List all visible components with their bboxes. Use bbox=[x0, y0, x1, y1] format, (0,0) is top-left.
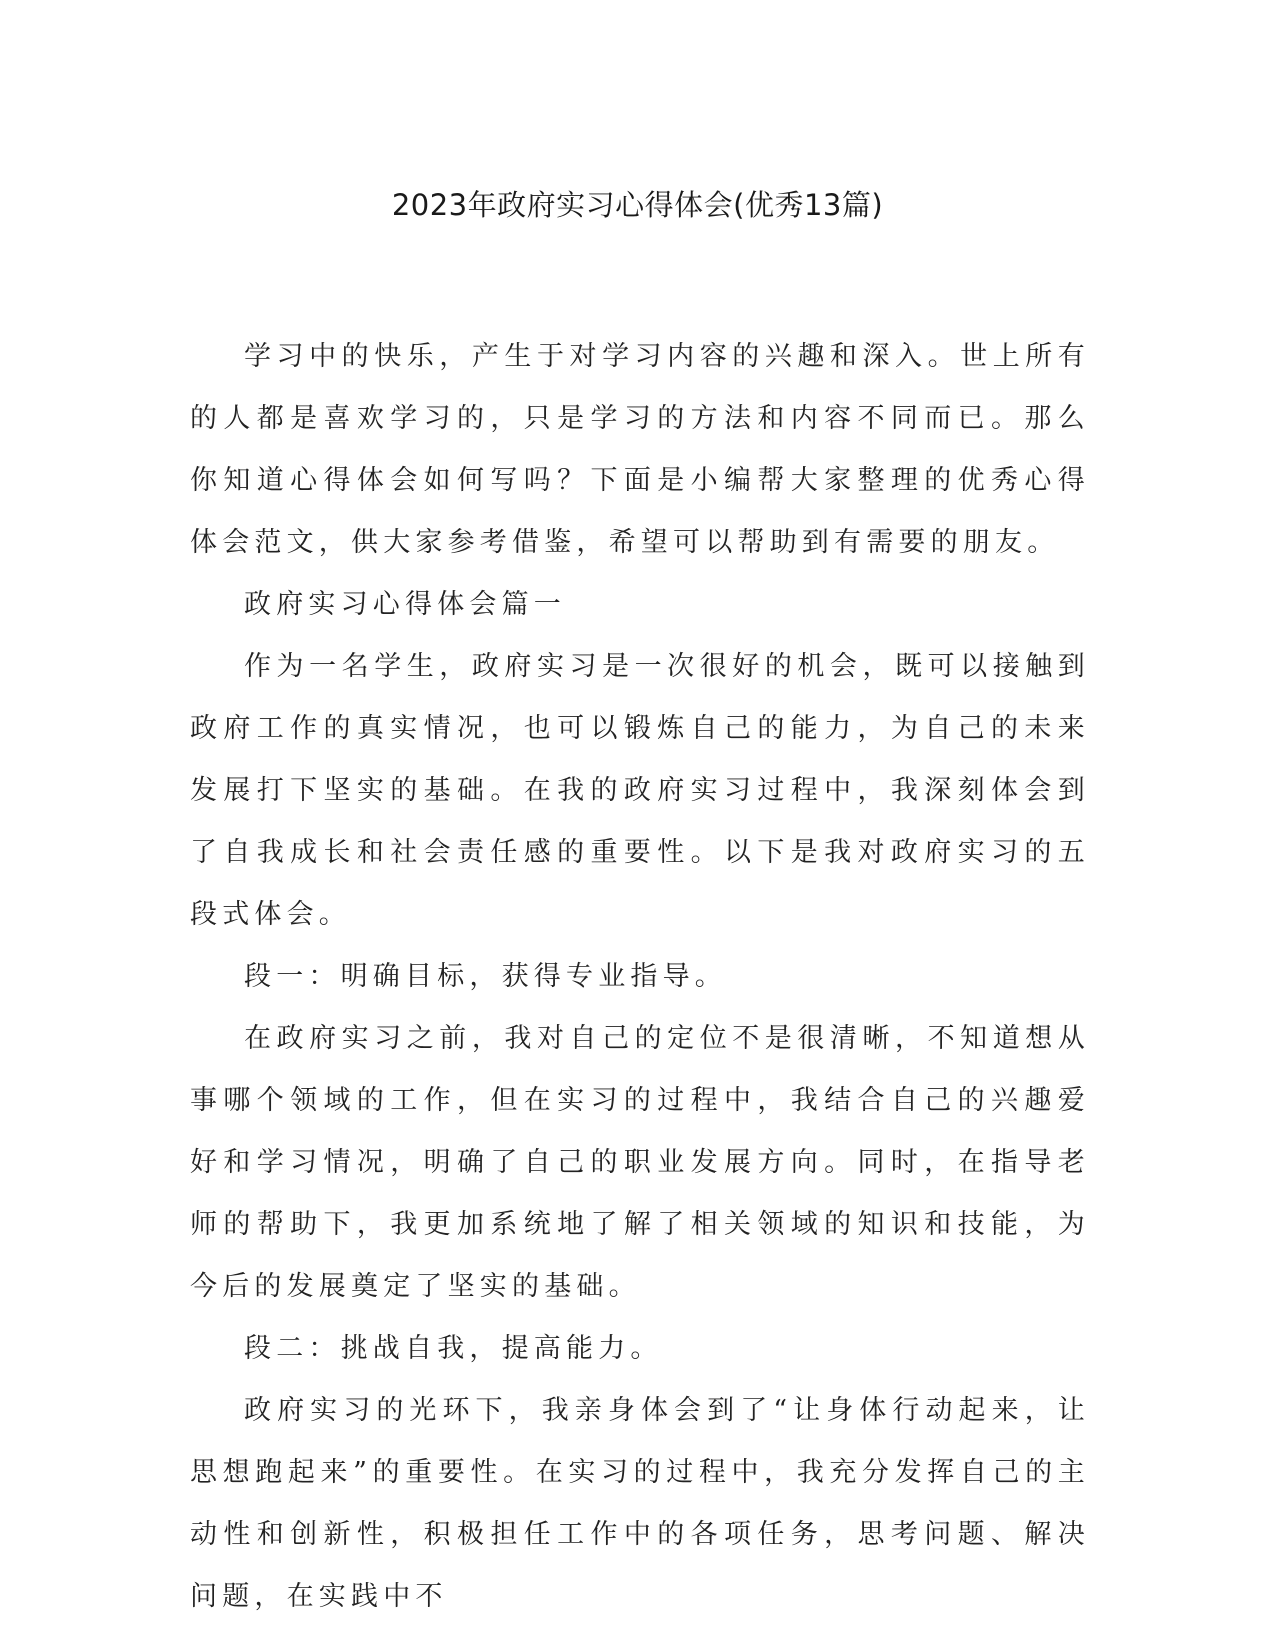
body-paragraph: 政府实习的光环下，我亲身体会到了“让身体行动起来，让思想跑起来”的重要性。在实习的过程中，我充分发挥自己的主动性和创新性，积极担任工作中的各项任务，思考问题、解决问题，在实践中不 bbox=[190, 1395, 1090, 1612]
subsection-heading: 段一：明确目标，获得专业指导。 bbox=[244, 961, 727, 992]
subsection-heading: 段二：挑战自我，提高能力。 bbox=[244, 1333, 663, 1364]
intro-paragraph: 学习中的快乐，产生于对学习内容的兴趣和深入。世上所有的人都是喜欢学习的，只是学习的方法和内容不同而已。那么你知道心得体会如何写吗？下面是小编帮大家整理的优秀心得体会范文，供大家参考借鉴，希望可以帮助到有需要的朋友。 bbox=[190, 341, 1090, 558]
body-paragraph: 作为一名学生，政府实习是一次很好的机会，既可以接触到政府工作的真实情况，也可以锻炼自己的能力，为自己的未来发展打下坚实的基础。在我的政府实习过程中，我深刻体会到了自我成长和社会责任感的重要性。以下是我对政府实习的五段式体会。 bbox=[190, 651, 1090, 930]
body-paragraph: 在政府实习之前，我对自己的定位不是很清晰，不知道想从事哪个领域的工作，但在实习的过程中，我结合自己的兴趣爱好和学习情况，明确了自己的职业发展方向。同时，在指导老师的帮助下，我更加系统地了解了相关领域的知识和技能，为今后的发展奠定了坚实的基础。 bbox=[190, 1023, 1090, 1302]
document-title: 2023年政府实习心得体会(优秀13篇) bbox=[391, 188, 884, 222]
document-body bbox=[190, 326, 1090, 1628]
section-heading: 政府实习心得体会篇一 bbox=[244, 589, 566, 620]
